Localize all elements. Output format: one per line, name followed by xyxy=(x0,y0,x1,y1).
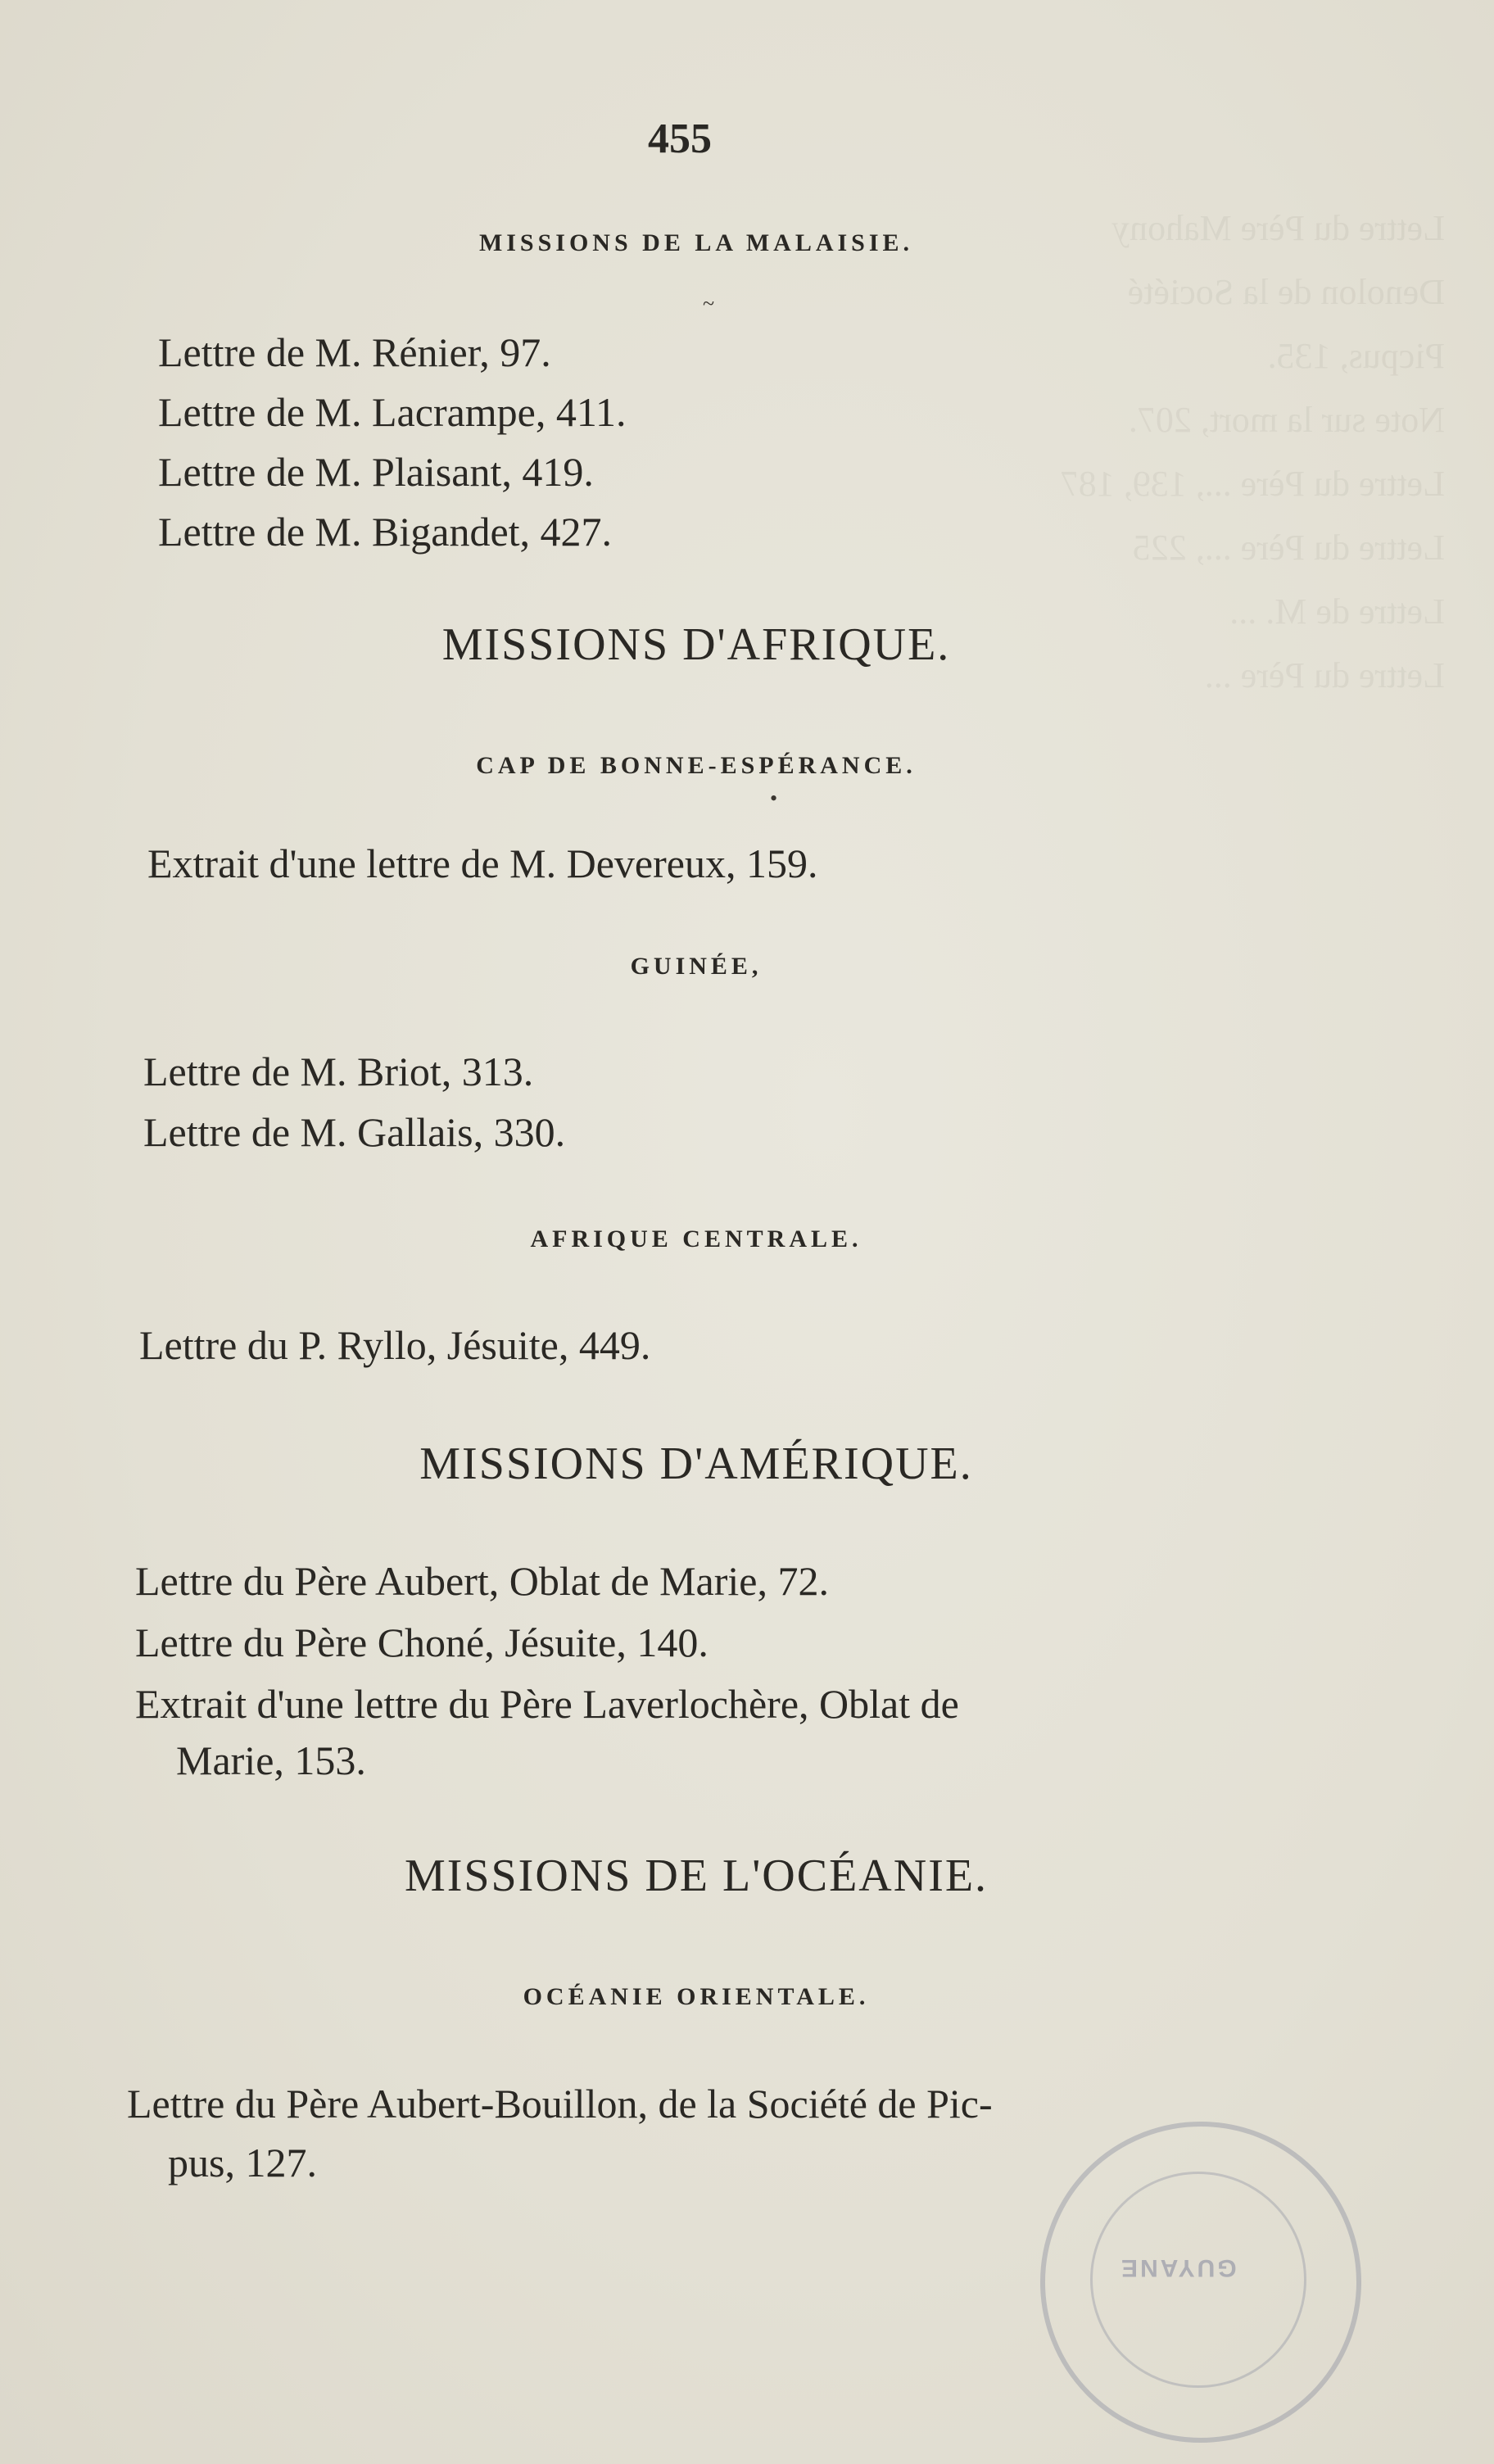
entry-chone: Lettre du Père Choné, Jésuite, 140. xyxy=(135,1619,709,1665)
show-through-text: Lettre du Père Mahony Denolon de la Société Picpus, 135. Note sur la mort, 207. Lettre du Père ..., 139, 187 Lettre du Père ..., 225 Lettre de M. ... Lettre du Père ... xyxy=(1060,208,1445,695)
heading-afrique-centrale: AFRIQUE CENTRALE. xyxy=(530,1225,862,1252)
heading-missions-amerique: MISSIONS D'AMÉRIQUE. xyxy=(419,1438,973,1489)
entry-devereux: Extrait d'une lettre de M. Devereux, 159. xyxy=(147,840,818,886)
entry-briot: Lettre de M. Briot, 313. xyxy=(143,1049,534,1094)
entry-renier: Lettre de M. Rénier, 97. xyxy=(158,329,551,375)
entry-plaisant: Lettre de M. Plaisant, 419. xyxy=(158,449,594,495)
ornament-mark: • xyxy=(770,786,778,810)
entry-aubert-bouillon-cont: pus, 127. xyxy=(168,2140,317,2185)
heading-missions-malaisie: MISSIONS DE LA MALAISIE. xyxy=(478,229,914,256)
entry-aubert-bouillon: Lettre du Père Aubert-Bouillon, de la Société de Pic- xyxy=(127,2081,993,2127)
heading-oceanie-orientale: OCÉANIE ORIENTALE. xyxy=(523,1983,870,2010)
heading-cap-bonne-esperance: CAP DE BONNE-ESPÉRANCE. xyxy=(476,752,917,779)
heading-missions-afrique: MISSIONS D'AFRIQUE. xyxy=(441,619,951,670)
ornament-mark: ~ xyxy=(703,292,715,315)
library-stamp xyxy=(1040,2122,1361,2443)
entry-lacrampe: Lettre de M. Lacrampe, 411. xyxy=(158,389,627,435)
entry-gallais: Lettre de M. Gallais, 330. xyxy=(143,1109,566,1155)
page-number: 455 xyxy=(648,116,712,162)
library-stamp-text: GUYANE xyxy=(1119,2254,1237,2281)
entry-bigandet: Lettre de M. Bigandet, 427. xyxy=(158,509,613,555)
entry-ryllo: Lettre du P. Ryllo, Jésuite, 449. xyxy=(139,1322,651,1368)
heading-guinee: GUINÉE, xyxy=(630,953,763,980)
heading-missions-oceanie: MISSIONS DE L'OCÉANIE. xyxy=(404,1850,989,1901)
entry-laverlochere-cont: Marie, 153. xyxy=(176,1737,366,1783)
entry-aubert: Lettre du Père Aubert, Oblat de Marie, 72. xyxy=(135,1558,829,1604)
entry-laverlochere: Extrait d'une lettre du Père Laverlochère, Oblat de xyxy=(135,1681,959,1727)
